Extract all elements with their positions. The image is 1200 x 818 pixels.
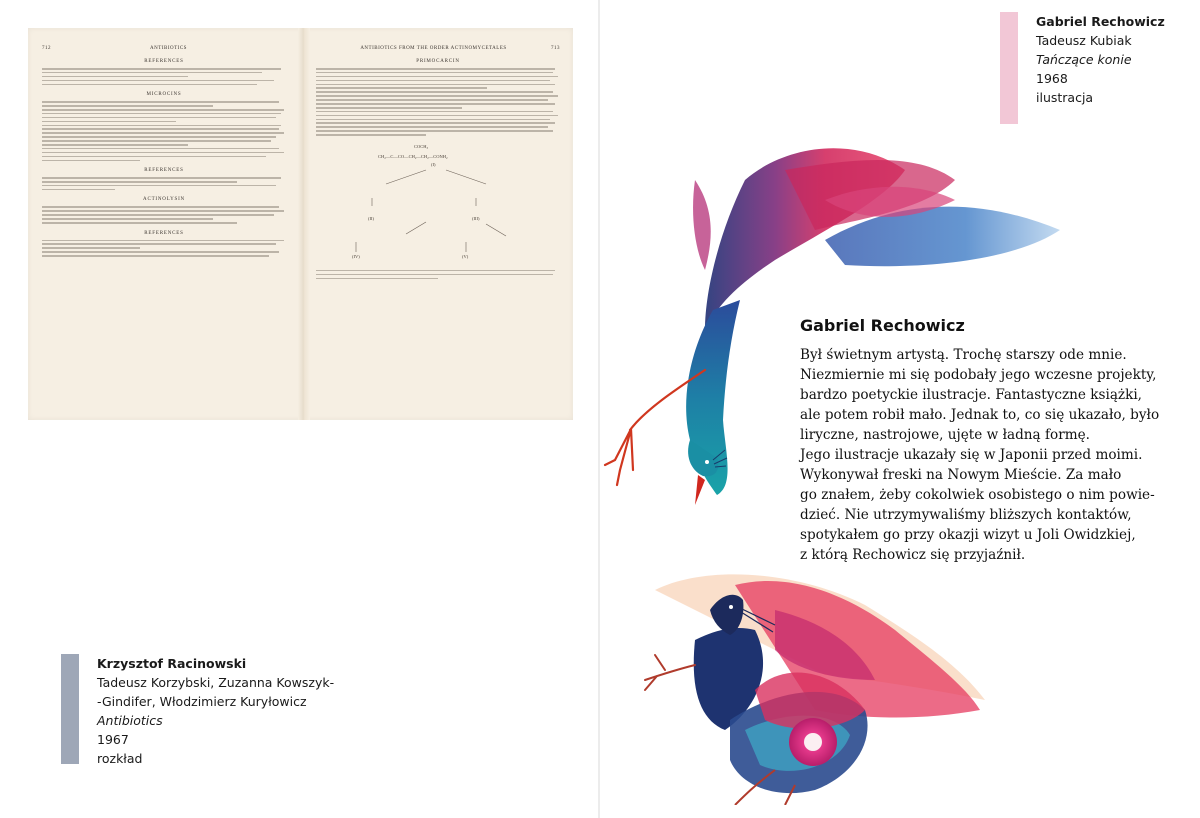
scan-text-block (316, 270, 560, 279)
article-line: Jego ilustracje ukazały się w Japonii przed moimi. (800, 447, 1143, 463)
formula-label: (V) (462, 253, 469, 259)
formula-label: (I) (431, 161, 436, 167)
article-title: Gabriel Rechowicz (800, 316, 965, 335)
caption-title: Antibiotics (97, 713, 163, 728)
scan-text-block (42, 68, 286, 85)
running-head: ANTIBIOTICS FROM THE ORDER ACTINOMYCETALES (360, 46, 507, 51)
scan-page-left (42, 46, 286, 257)
formula-label: CH₂—C—CO—CH₂—CH₂—CONH₂ (378, 153, 448, 159)
scan-text-block (42, 177, 286, 190)
scan-heading: REFERENCES (144, 59, 184, 64)
caption-accent-bar (61, 654, 79, 764)
caption-text (97, 654, 334, 768)
scan-header-right (316, 46, 560, 51)
caption-credits: Tadeusz Korzybski, Zuzanna Kowszyk- (97, 675, 335, 690)
article-body (800, 345, 1160, 565)
scan-heading: ACTINOLYSIN (143, 197, 185, 203)
article-line: go znałem, żeby cokolwiek osobistego o nim powie- (800, 487, 1155, 503)
caption-author: Gabriel Rechowicz (1036, 14, 1165, 29)
book-fold (298, 28, 310, 420)
caption-title: Tańczące konie (1036, 52, 1132, 67)
scan-text-block (42, 101, 286, 161)
caption-type: ilustracja (1036, 90, 1094, 105)
article-line: ale potem robił mało. Jednak to, co się ukazało, było (800, 407, 1160, 423)
page-number: 713 (550, 46, 560, 51)
formula-label: (III) (472, 215, 480, 221)
article-line: Wykonywał freski na Nowym Mieście. Za mało (800, 467, 1122, 483)
formula-label: (IV) (352, 253, 360, 259)
caption-type: rozkład (97, 751, 143, 766)
bird-illustration-bottom (635, 570, 990, 805)
caption-year: 1967 (97, 732, 129, 747)
caption-credits: -Gindifer, Włodzimierz Kuryłowicz (97, 694, 307, 709)
scan-page-right (316, 46, 560, 279)
caption-text (1036, 12, 1165, 107)
page-number: 712 (42, 46, 51, 51)
book-spread-scan (28, 28, 573, 420)
chemical-formula-diagram (316, 144, 560, 262)
scan-heading: MICROCINS (146, 92, 182, 98)
scan-text-block (316, 68, 560, 136)
caption-antibiotics (61, 654, 361, 764)
scan-heading: REFERENCES (144, 168, 184, 174)
scan-text-block (42, 206, 286, 223)
caption-author: Krzysztof Racinowski (97, 656, 247, 671)
caption-accent-bar (1000, 12, 1018, 124)
article-line: Niezmiernie mi się podobały jego wczesne projekty, (800, 367, 1157, 383)
scan-heading: PRIMOCARCIN (416, 59, 460, 64)
formula-lines (316, 144, 560, 262)
scan-text-block (42, 240, 286, 257)
running-head: ANTIBIOTICS (150, 46, 187, 51)
article-line: z którą Rechowicz się przyjaźnił. (800, 547, 1026, 563)
caption-tanczace-konie (1000, 12, 1190, 124)
article-line: spotykałem go przy okazji wizyt u Joli Owidzkiej, (800, 527, 1136, 543)
caption-year: 1968 (1036, 71, 1068, 86)
caption-credits: Tadeusz Kubiak (1036, 33, 1132, 48)
article-line: liryczne, nastrojowe, ujęte w ładną formę. (800, 427, 1090, 443)
scan-header-left (42, 46, 286, 51)
article-line: Był świetnym artystą. Trochę starszy ode mnie. (800, 347, 1127, 363)
left-page (0, 0, 598, 818)
formula-label: (II) (368, 215, 374, 221)
formula-label: COCH₃ (414, 143, 429, 149)
article-line: bardzo poetyckie ilustracje. Fantastyczne książki, (800, 387, 1143, 403)
article-line: dzieć. Nie utrzymywaliśmy bliższych kontaktów, (800, 507, 1132, 523)
scan-heading: REFERENCES (144, 230, 184, 236)
